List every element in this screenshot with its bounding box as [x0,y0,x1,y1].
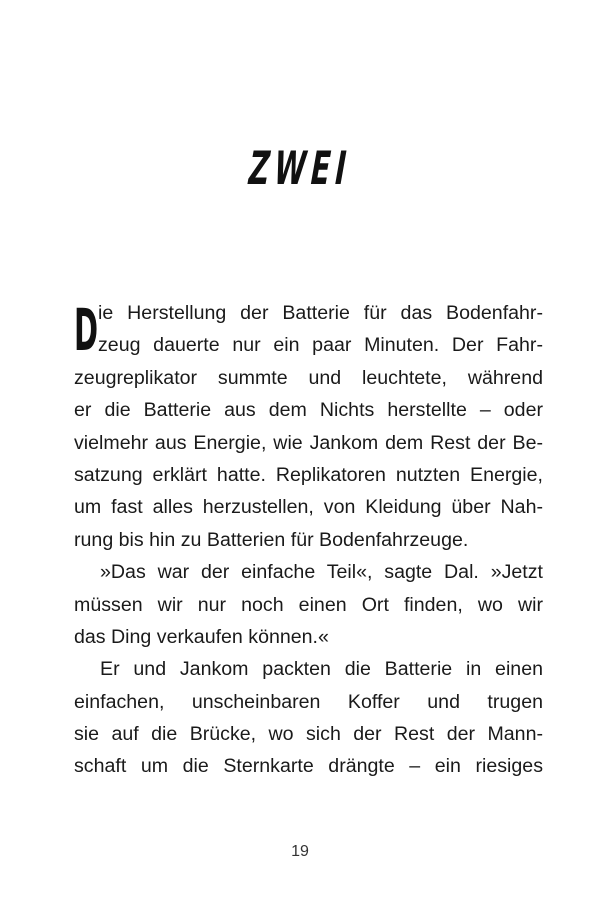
page-number: 19 [291,843,309,860]
text-line: müssen wir nur noch einen Ort finden, wo wir [74,593,543,616]
text-line: um fast alles herzustellen, von Kleidung über Nah- [74,496,543,519]
text-line: schaft um die Sternkarte drängte – ein riesiges [74,755,543,778]
text-line: satzung erklärt hatte. Replikatoren nutzten Energie, [74,463,543,486]
text-line: zeugreplikator summte und leuchtete, während [74,366,543,389]
body-text [74,297,543,783]
drop-cap: D [74,296,99,364]
text-line: zeug dauerte nur ein paar Minuten. Der Fahr- [98,334,543,357]
text-line: er die Batterie aus dem Nichts herstellte – oder [74,399,543,422]
paragraph-2 [74,556,543,653]
paragraph-3 [74,653,543,783]
text-line: »Das war der einfache Teil«, sagte Dal. »Jetzt [100,561,543,584]
text-line: das Ding verkaufen können.« [74,625,329,648]
text-line: sie auf die Brücke, wo sich der Rest der Mann- [74,723,543,746]
text-line: einfachen, unscheinbaren Koffer und trugen [74,690,543,713]
text-line: Er und Jankom packten die Batterie in einen [100,658,543,681]
text-line: ie Herstellung der Batterie für das Bodenfahr- [98,302,543,324]
text-line: rung bis hin zu Batterien für Bodenfahrzeuge. [74,528,469,551]
paragraph-1 [74,297,543,556]
text-line: vielmehr aus Energie, wie Jankom dem Rest der Be- [74,431,543,454]
chapter-title: ZWEI [244,141,356,195]
